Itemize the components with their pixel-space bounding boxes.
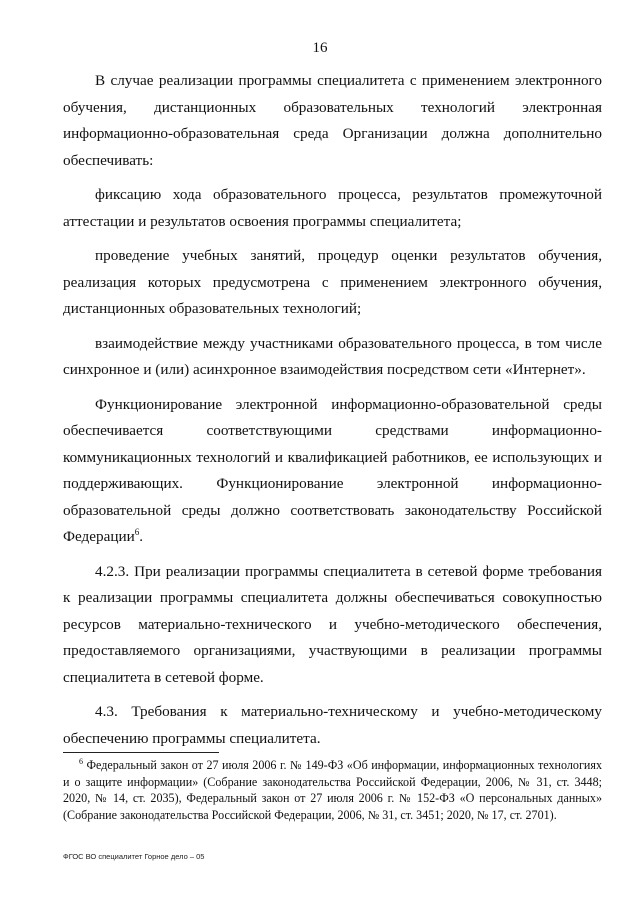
page-number: 16 xyxy=(312,40,328,56)
paragraph-classes-assessment: проведение учебных занятий, процедур оценки результатов обучения, реализация которых предусмотрена с применением электронного обучения, дистанционных образовательных технологий; xyxy=(63,247,602,317)
footnote-reference: 6 xyxy=(134,526,140,537)
paragraph-environment-functioning-text: Функционирование электронной информационно-образовательной среды обеспечивается соответствующими средствами информационно-коммуникационных технологий и квалификацией работников, ее использующих и поддерживающих. Функционирование электронной информационно-образовательной среды должно соответствовать законодательству Российской Федерации xyxy=(63,395,602,545)
footnote-separator xyxy=(63,752,219,753)
footnote-text: Федеральный закон от 27 июля 2006 г. № 149-ФЗ «Об информации, информационных технологиях и о защите информации» (Собрание законодательства Российской Федерации, 2006, № 31, ст. 3448; 2020, № 14, ст. 2035), Федеральный закон от 27 июля 2006 г. № 152-ФЗ «О персональных данных» (Собрание законодательства Российской Федерации, 2006, № 31, ст. 3451; 2020, № 17, ст. 2701). xyxy=(63,758,602,822)
paragraph-4-3-requirements: 4.3. Требования к материально-техническому и учебно-методическому обеспечению программы специалитета. xyxy=(63,703,602,747)
footer-label: ФГОС ВО специалитет Горное дело – 05 xyxy=(63,852,205,861)
paragraph-end-punctuation: . xyxy=(139,528,144,545)
footnote-marker: 6 xyxy=(79,756,83,766)
body-text xyxy=(63,68,602,760)
paragraph-e-learning-intro: В случае реализации программы специалитета с применением электронного обучения, дистанционных образовательных технологий электронная информационно-образовательная среда Организации должна дополнительно обеспечивать: xyxy=(63,72,602,169)
paragraph-4-2-3-network-form: 4.2.3. При реализации программы специалитета в сетевой форме требования к реализации программы специалитета должны обеспечиваться совокупностью ресурсов материально-технического и учебно-методического обеспечения, предоставляемого организациями, участвующими в реализации программы специалитета в сетевой форме. xyxy=(63,562,602,686)
paragraph-process-recording: фиксацию хода образовательного процесса, результатов промежуточной аттестации и результатов освоения программы специалитета; xyxy=(63,186,602,230)
paragraph-participant-interaction: взаимодействие между участниками образовательного процесса, в том числе синхронное и (или) асинхронное взаимодействия посредством сети «Интернет». xyxy=(63,334,602,378)
footnote xyxy=(63,757,602,823)
paragraph-environment-functioning xyxy=(63,392,602,551)
